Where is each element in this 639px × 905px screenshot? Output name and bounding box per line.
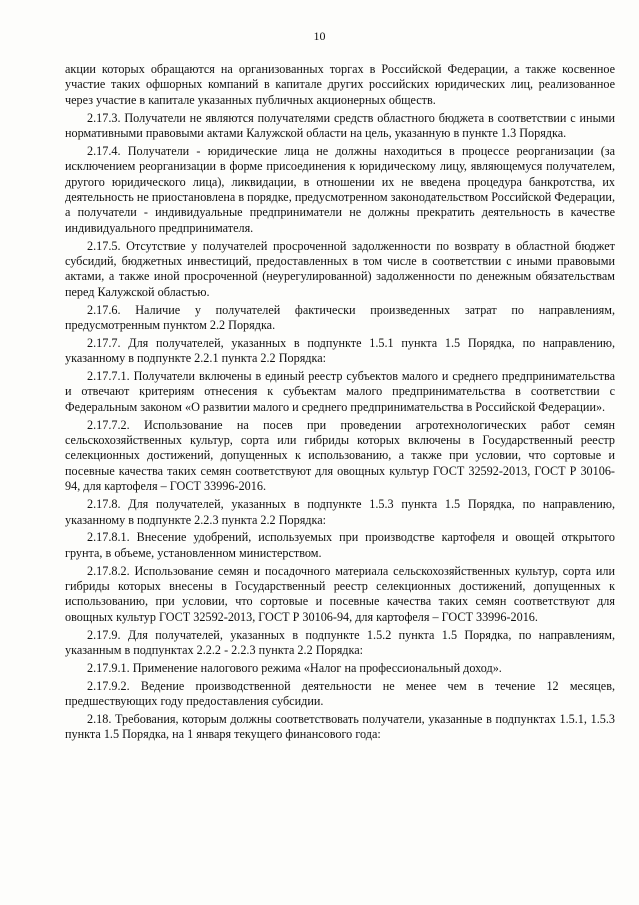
paragraph-2-17-9-1: 2.17.9.1. Применение налогового режима «Налог на профессиональный доход».: [87, 660, 502, 675]
paragraph-2-17-7-2: 2.17.7.2. Использование на посев при проведении агротехнологических работ семян сельскохозяйственных культур, сорта или гибриды которых включены в Государственный реестр селекционных достижений, допущенных к использованию, а также при условии, что сортовые и посевные качества таких семян соответствуют для овощных культур ГОСТ 32592-2013, ГОСТ Р 30106-94, для картофеля – ГОСТ 33996-2016.: [65, 417, 615, 494]
paragraph-2-17-7: 2.17.7. Для получателей, указанных в подпункте 1.5.1 пункта 1.5 Порядка, по направлению, указанному в подпункте 2.2.1 пункта 2.2 Порядка:: [65, 335, 615, 366]
document-body: [65, 62, 615, 745]
paragraph-2-18: 2.18. Требования, которым должны соответствовать получатели, указанные в подпунктах 1.5.1, 1.5.3 пункта 1.5 Порядка, на 1 января текущего финансового года:: [65, 711, 615, 742]
paragraph-2-17-7-1: 2.17.7.1. Получатели включены в единый реестр субъектов малого и среднего предпринимательства и отвечают критериям отнесения к субъектам малого предпринимательства в соответствии с Федеральным законом «О развитии малого и среднего предпринимательства в Российской Федерации».: [65, 369, 615, 414]
paragraph-2-17-4: 2.17.4. Получатели - юридические лица не должны находиться в процессе реорганизации (за исключением реорганизации в форме присоединения к юридическому лицу, являющемуся получателем, другого юридического лица), ликвидации, в отношении их не введена процедура банкротства, их деятельность не приостановлена в порядке, предусмотренном законодательством Российской Федерации, а получатели - индивидуальные предприниматели не должны прекратить деятельность в качестве индивидуального предпринимателя.: [65, 143, 615, 235]
paragraph-2-17-6: 2.17.6. Наличие у получателей фактически произведенных затрат по направлениям, предусмотренным пунктом 2.2 Порядка.: [65, 302, 615, 333]
page-number: 10: [313, 29, 326, 43]
paragraph-2-17-8-2: 2.17.8.2. Использование семян и посадочного материала сельскохозяйственных культур, сорта или гибриды которых внесены в Государственный реестр селекционных достижений, допущенных к использованию, при условии, что сортовые и посевные качества таких семян соответствуют для овощных культур ГОСТ 32592-2013, ГОСТ Р 30106-94, для картофеля – ГОСТ 33996-2016.: [65, 563, 615, 624]
paragraph-2-17-9-2: 2.17.9.2. Ведение производственной деятельности не менее чем в течение 12 месяцев, предшествующих году предоставления субсидии.: [65, 678, 615, 708]
paragraph-2-17-9: 2.17.9. Для получателей, указанных в подпункте 1.5.2 пункта 1.5 Порядка, по направлениям, указанным в подпунктах 2.2.2 - 2.2.3 пункта 2.2 Порядка:: [65, 627, 615, 657]
paragraph-continuation: акции которых обращаются на организованных торгах в Российской Федерации, а также косвенное участие таких офшорных компаний в капитале других российских юридических лиц, реализованное через участие в капитале указанных публичных акционерных обществ.: [65, 62, 615, 107]
paragraph-2-17-8-1: 2.17.8.1. Внесение удобрений, используемых при производстве картофеля и овощей открытого грунта, в объеме, установленном министерством.: [65, 530, 615, 560]
paragraph-2-17-3: 2.17.3. Получатели не являются получателями средств областного бюджета в соответствии с иными нормативными правовыми актами Калужской области на цель, указанную в пункте 1.3 Порядка.: [65, 110, 615, 141]
paragraph-2-17-8: 2.17.8. Для получателей, указанных в подпункте 1.5.3 пункта 1.5 Порядка, по направлению, указанному в подпункте 2.2.3 пункта 2.2 Порядка:: [65, 497, 615, 527]
paragraph-2-17-5: 2.17.5. Отсутствие у получателей просроченной задолженности по возврату в областной бюджет субсидий, бюджетных инвестиций, предоставленных в том числе в соответствии с иными правовыми актами, а также иной просроченной (неурегулированной) задолженности по денежным обязательствам перед Калужской областью.: [65, 238, 615, 299]
